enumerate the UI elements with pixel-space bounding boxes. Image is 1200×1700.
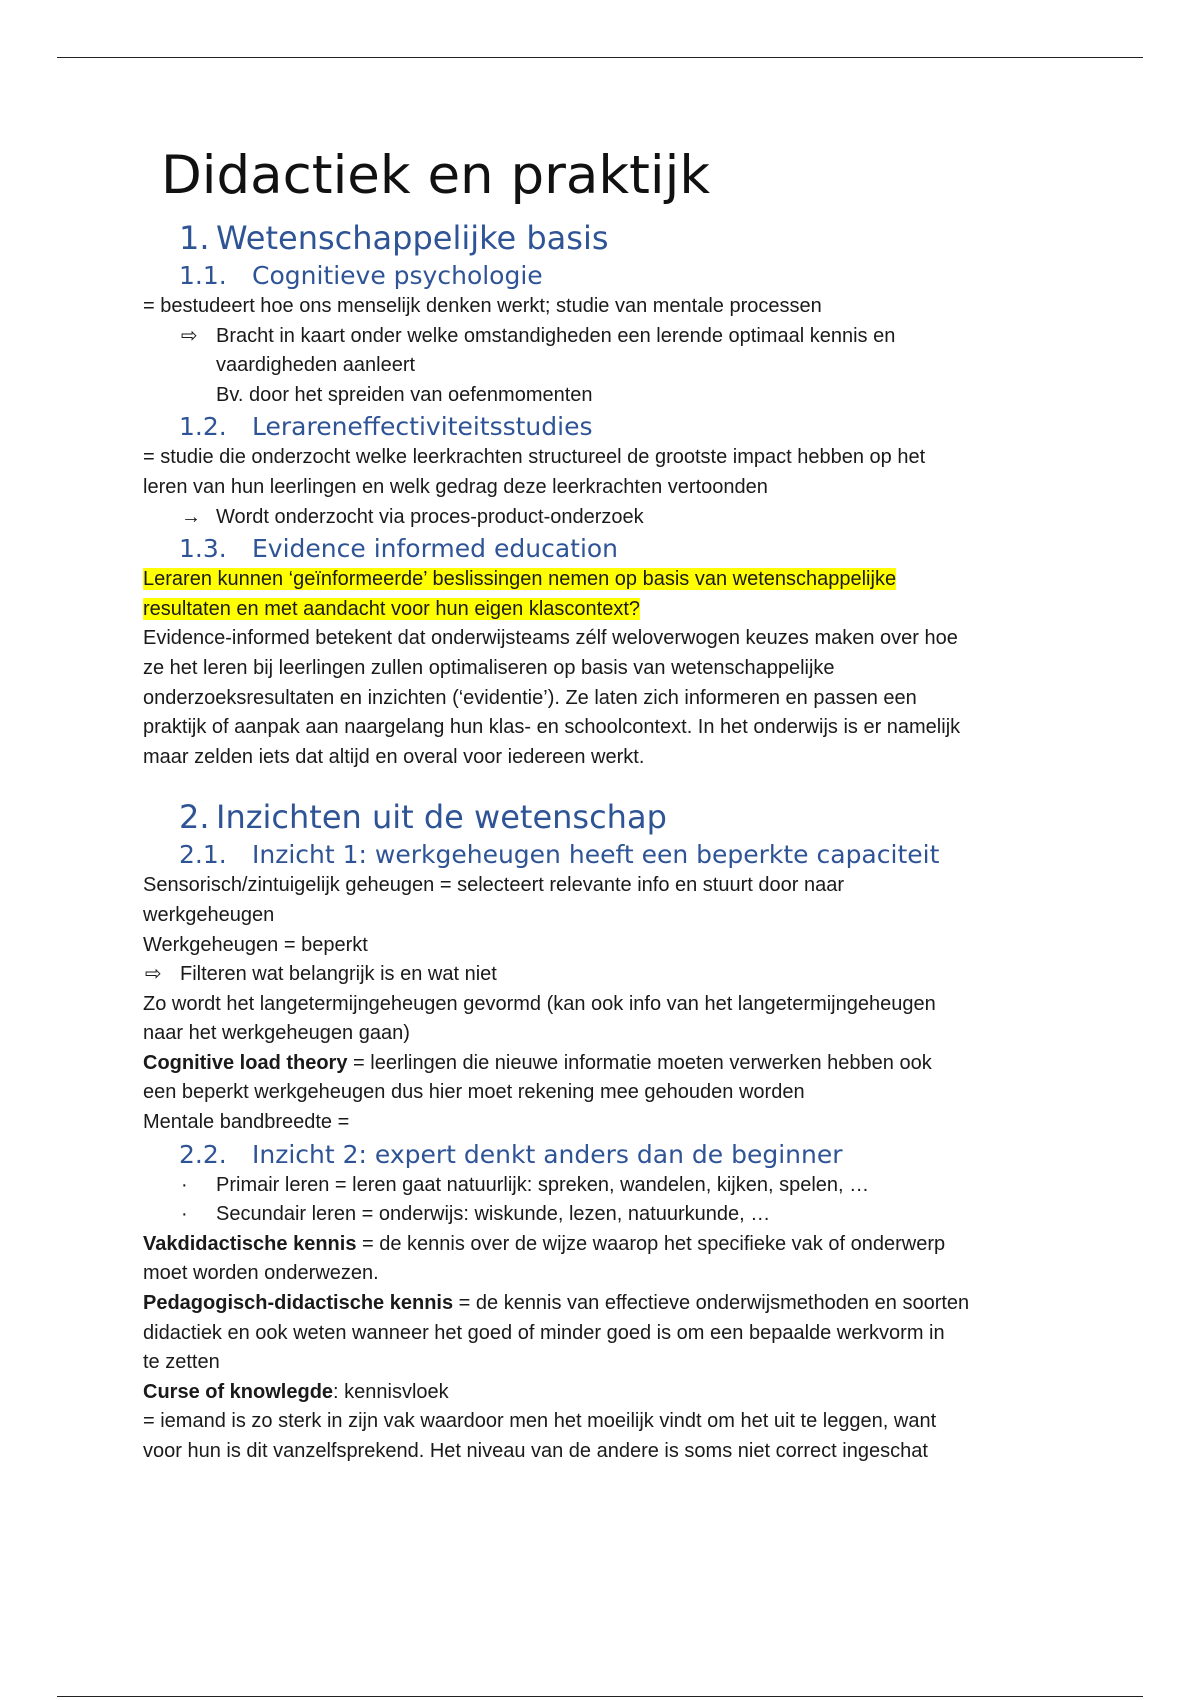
term-label: Vakdidactische kennis	[143, 1232, 357, 1255]
example-text: Bv. door het spreiden van oefenmomenten	[216, 383, 593, 406]
bullet-text: Wordt onderzocht via proces-product-onderzoek	[216, 505, 644, 528]
section-1-1-heading	[143, 259, 1063, 292]
section-title: Cognitieve psychologie	[252, 261, 543, 290]
document-body	[143, 135, 1063, 1467]
arrow-bullet	[143, 960, 1063, 990]
section-1-heading	[143, 217, 1063, 259]
arrow-bullet	[143, 322, 1063, 352]
section-title: Lerareneffectiviteitsstudies	[252, 412, 593, 442]
paragraph-line: te zetten	[143, 1351, 220, 1374]
paragraph-line: = iemand is zo sterk in zijn vak waardoor men het moeilijk vindt om het uit te leggen, want	[143, 1410, 937, 1433]
term-definition	[143, 1378, 1063, 1408]
term-text: = leerlingen die nieuwe informatie moeten verwerken hebben ook	[347, 1051, 932, 1074]
document-title: Didactiek en praktijk	[161, 145, 711, 206]
paragraph-line: ze het leren bij leerlingen zullen optimaliseren op basis van wetenschappelijke	[143, 656, 835, 679]
section-2-2-heading	[143, 1138, 1063, 1171]
paragraph-line: voor hun is dit vanzelfsprekend. Het niveau van de andere is soms niet correct ingeschat	[143, 1440, 928, 1462]
highlighted-question	[143, 565, 1063, 595]
right-arrow-icon: →	[181, 505, 201, 528]
term-text: : kennisvloek	[333, 1380, 449, 1403]
section-title: Inzichten uit de wetenschap	[216, 798, 667, 837]
bullet-text: Primair leren = leren gaat natuurlijk: spreken, wandelen, kijken, spelen, …	[216, 1173, 870, 1196]
paragraph-line: onderzoeksresultaten en inzichten (‘evidentie’). Ze laten zich informeren en passen een	[143, 686, 917, 709]
bullet-text-continued: vaardigheden aanleert	[216, 354, 416, 377]
term-definition	[143, 1049, 1063, 1079]
section-gap	[143, 772, 1063, 796]
term-definition	[143, 1230, 1063, 1260]
arrow-icon: ⇨	[145, 963, 162, 986]
section-1-3-heading	[143, 532, 1063, 565]
term-label: Pedagogisch-didactische kennis	[143, 1292, 454, 1315]
section-title: Wetenschappelijke basis	[216, 219, 609, 257]
list-item	[143, 1200, 1063, 1230]
list-item	[143, 1171, 1063, 1201]
term-label: Curse of knowlegde	[143, 1380, 334, 1403]
paragraph-line: maar zelden iets dat altijd en overal voor iedereen werkt.	[143, 745, 645, 768]
paragraph-line: praktijk of aanpak aan naargelang hun klas- en schoolcontext. In het onderwijs is er namelijk	[143, 716, 961, 739]
section-2-heading	[143, 796, 1063, 838]
highlighted-text: Leraren kunnen ‘geïnformeerde’ beslissingen nemen op basis van wetenschappelijke	[143, 568, 897, 591]
term-label: Cognitive load theory	[143, 1051, 348, 1074]
paragraph-line: Evidence-informed betekent dat onderwijsteams zélf weloverwogen keuzes maken over hoe	[143, 627, 958, 650]
header-rule	[57, 57, 1143, 58]
bullet-text: Bracht in kaart onder welke omstandigheden een lerende optimaal kennis en	[216, 324, 896, 347]
definition-text: leren van hun leerlingen en welk gedrag deze leerkrachten vertoonden	[143, 475, 768, 498]
arrow-icon: ⇨	[181, 324, 198, 347]
paragraph-line: naar het werkgeheugen gaan)	[143, 1022, 410, 1045]
section-title: Evidence informed education	[252, 534, 619, 564]
term-text: = de kennis van effectieve onderwijsmethoden en soorten	[453, 1292, 970, 1315]
highlighted-question	[143, 595, 1063, 625]
bullet-text: Secundair leren = onderwijs: wiskunde, lezen, natuurkunde, …	[216, 1203, 771, 1226]
paragraph-line: didactiek en ook weten wanneer het goed of minder goed is om een bepaalde werkvorm in	[143, 1321, 945, 1344]
definition-text: = studie die onderzocht welke leerkrachten structureel de grootste impact hebben op het	[143, 446, 926, 469]
section-number: 2.2.	[179, 1139, 227, 1169]
section-number: 2.	[179, 798, 210, 837]
bullet-dot-icon: ·	[181, 1203, 188, 1226]
term-definition	[143, 1289, 1063, 1319]
arrow-bullet	[143, 503, 1063, 533]
section-number: 1.1.	[179, 261, 227, 290]
section-title: Inzicht 1: werkgeheugen heeft een beperkte capaciteit	[252, 840, 940, 870]
section-number: 1.3.	[179, 534, 227, 564]
section-number: 1.	[179, 219, 210, 257]
bullet-text: Filteren wat belangrijk is en wat niet	[180, 963, 497, 986]
section-number: 2.1.	[179, 840, 227, 870]
term-text: = de kennis over de wijze waarop het specifieke vak of onderwerp	[356, 1232, 946, 1255]
paragraph-line: Zo wordt het langetermijngeheugen gevormd (kan ook info van het langetermijngeheugen	[143, 992, 936, 1015]
footer-rule	[57, 1696, 1143, 1697]
paragraph-line: moet worden onderwezen.	[143, 1262, 379, 1285]
paragraph-line: een beperkt werkgeheugen dus hier moet rekening mee gehouden worden	[143, 1081, 805, 1104]
section-1-2-heading	[143, 410, 1063, 443]
paragraph-line: werkgeheugen	[143, 903, 275, 926]
paragraph-line: Mentale bandbreedte =	[143, 1111, 350, 1134]
section-2-1-heading	[143, 838, 1063, 871]
paragraph-line: Werkgeheugen = beperkt	[143, 933, 368, 956]
paragraph-line: Sensorisch/zintuigelijk geheugen = selecteert relevante info en stuurt door naar	[143, 874, 844, 897]
bullet-dot-icon: ·	[181, 1173, 188, 1196]
section-title: Inzicht 2: expert denkt anders dan de beginner	[252, 1139, 843, 1169]
section-number: 1.2.	[179, 412, 227, 442]
definition-text: = bestudeert hoe ons menselijk denken werkt; studie van mentale processen	[143, 295, 822, 317]
highlighted-text: resultaten en met aandacht voor hun eigen klascontext?	[143, 597, 640, 620]
